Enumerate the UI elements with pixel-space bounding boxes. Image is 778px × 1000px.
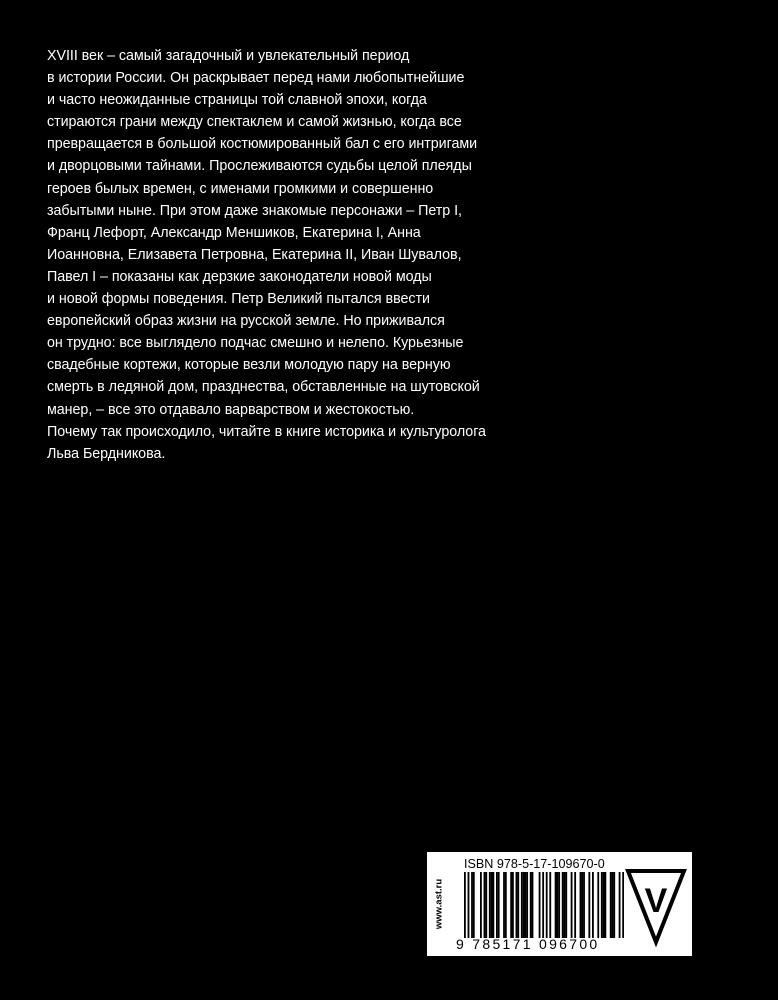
- annotation-line: и дворцовыми тайнами. Прослеживаются судьбы целой плеяды: [47, 158, 472, 175]
- annotation-line: свадебные кортежи, которые везли молодую пару на верную: [47, 357, 451, 374]
- annotation-line: превращается в большой костюмированный бал с его интригами: [47, 136, 478, 153]
- annotation-line: Иоанновна, Елизавета Петровна, Екатерина II, Иван Шувалов,: [47, 246, 462, 263]
- annotation-line: и новой формы поведения. Петр Великий пытался ввести: [47, 291, 430, 308]
- publisher-site: [432, 852, 446, 956]
- annotation-line: в истории России. Он раскрывает перед нами любопытнейшие: [47, 70, 465, 87]
- barcode-digits: 9 785171 096700: [456, 936, 600, 952]
- annotation-text: [47, 45, 487, 465]
- annotation-line: стираются грани между спектаклем и самой жизнью, когда все: [47, 114, 462, 131]
- annotation-line: героев былых времен, с именами громкими и совершенно: [47, 180, 434, 197]
- isbn-number: ISBN 978-5-17-109670-0: [464, 857, 605, 871]
- annotation-line: манер, – все это отдавало варварством и жестокостью.: [47, 401, 415, 418]
- annotation-line: смерть в ледяной дом, празднества, обставленные на шутовской: [47, 379, 480, 396]
- annotation-line: Почему так происходило, читайте в книге историка и культуролога: [47, 423, 486, 440]
- annotation-line: он трудно: все выглядело подчас смешно и нелепо. Курьезные: [47, 335, 464, 352]
- annotation-line: XVIII век – самый загадочный и увлекательный период: [47, 48, 410, 64]
- age-rating-letter: V: [644, 882, 668, 920]
- annotation-line: Павел I – показаны как дерзкие законодатели новой моды: [47, 268, 432, 285]
- isbn-box: [427, 852, 692, 956]
- annotation-line: Льва Бердникова.: [47, 445, 166, 462]
- annotation-line: Франц Лефорт, Александр Меншиков, Екатерина I, Анна: [47, 224, 421, 241]
- barcode: [464, 872, 624, 938]
- age-rating-mark: [624, 868, 688, 948]
- annotation-line: европейский образ жизни на русской земле. Но приживался: [47, 313, 445, 330]
- annotation-line: забытыми ныне. При этом даже знакомые персонажи – Петр I,: [47, 202, 462, 219]
- publisher-site-text: www.ast.ru: [433, 878, 445, 930]
- annotation-line: и часто неожиданные страницы той славной эпохи, когда: [47, 92, 427, 109]
